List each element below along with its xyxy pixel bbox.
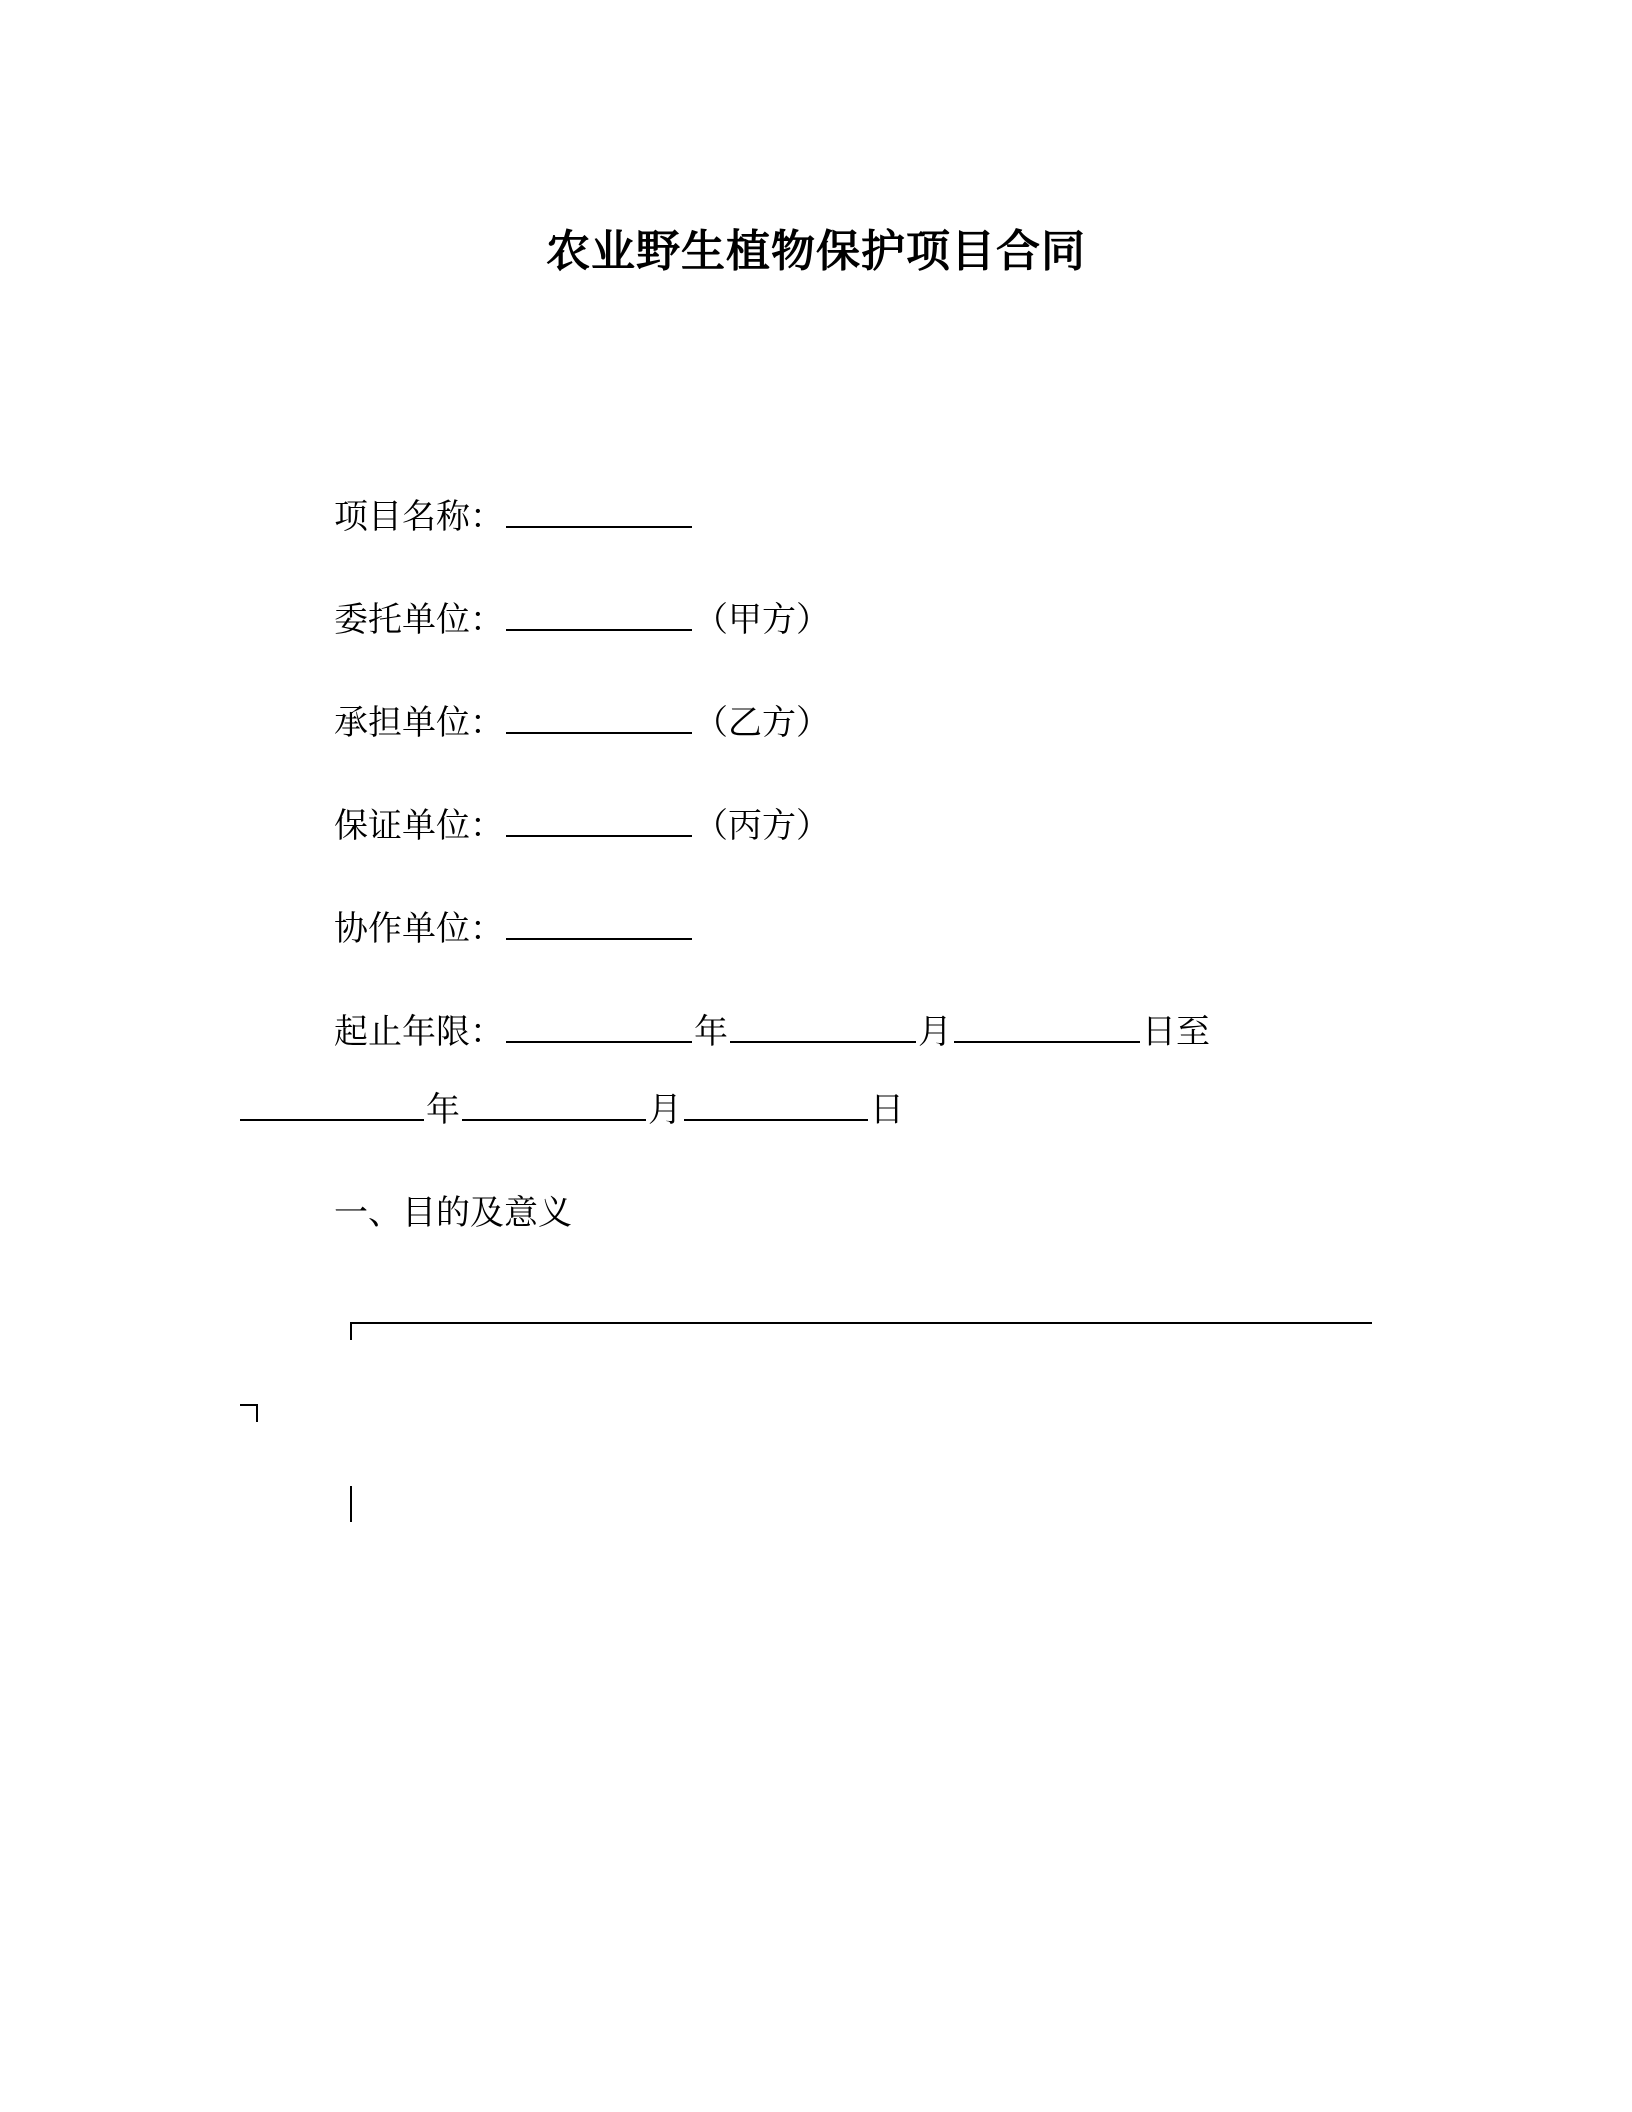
- start-year-unit: 年: [694, 1012, 728, 1052]
- text-cursor: [350, 1486, 352, 1522]
- entrust-line: [334, 597, 830, 643]
- undertake-line: [334, 700, 830, 746]
- start-day-unit: 日至: [1142, 1012, 1210, 1052]
- guarantee-label: 保证单位：: [334, 806, 504, 846]
- undertake-party: （乙方）: [694, 703, 830, 743]
- text-box-corner-mark-left: [240, 1404, 258, 1422]
- start-month-blank[interactable]: [730, 1011, 916, 1043]
- undertake-blank[interactable]: [506, 702, 692, 734]
- entrust-party: （甲方）: [694, 600, 830, 640]
- project-name-line: [334, 494, 694, 540]
- guarantee-line: [334, 803, 830, 849]
- undertake-label: 承担单位：: [334, 703, 504, 743]
- cooperate-line: [334, 906, 694, 952]
- section1-heading: 一、目的及意义: [334, 1193, 572, 1233]
- end-year-blank[interactable]: [240, 1089, 424, 1121]
- period-label: 起止年限：: [334, 1012, 504, 1052]
- start-month-unit: 月: [918, 1012, 952, 1052]
- text-box-corner-mark: [350, 1322, 366, 1340]
- end-year-unit: 年: [426, 1090, 460, 1130]
- start-year-blank[interactable]: [506, 1011, 692, 1043]
- cooperate-blank[interactable]: [506, 908, 692, 940]
- start-day-blank[interactable]: [954, 1011, 1140, 1043]
- cooperate-label: 协作单位：: [334, 909, 504, 949]
- entrust-blank[interactable]: [506, 599, 692, 631]
- entrust-label: 委托单位：: [334, 600, 504, 640]
- project-name-label: 项目名称：: [334, 497, 504, 537]
- period-line: [334, 1009, 1210, 1055]
- end-day-unit: 日: [870, 1090, 904, 1130]
- text-box-top-border: [364, 1322, 1372, 1324]
- period-end-line: [238, 1087, 904, 1133]
- end-month-blank[interactable]: [462, 1089, 646, 1121]
- document-title: 农业野生植物保护项目合同: [546, 226, 1086, 277]
- end-day-blank[interactable]: [684, 1089, 868, 1121]
- guarantee-party: （丙方）: [694, 806, 830, 846]
- end-month-unit: 月: [648, 1090, 682, 1130]
- project-name-blank[interactable]: [506, 496, 692, 528]
- guarantee-blank[interactable]: [506, 805, 692, 837]
